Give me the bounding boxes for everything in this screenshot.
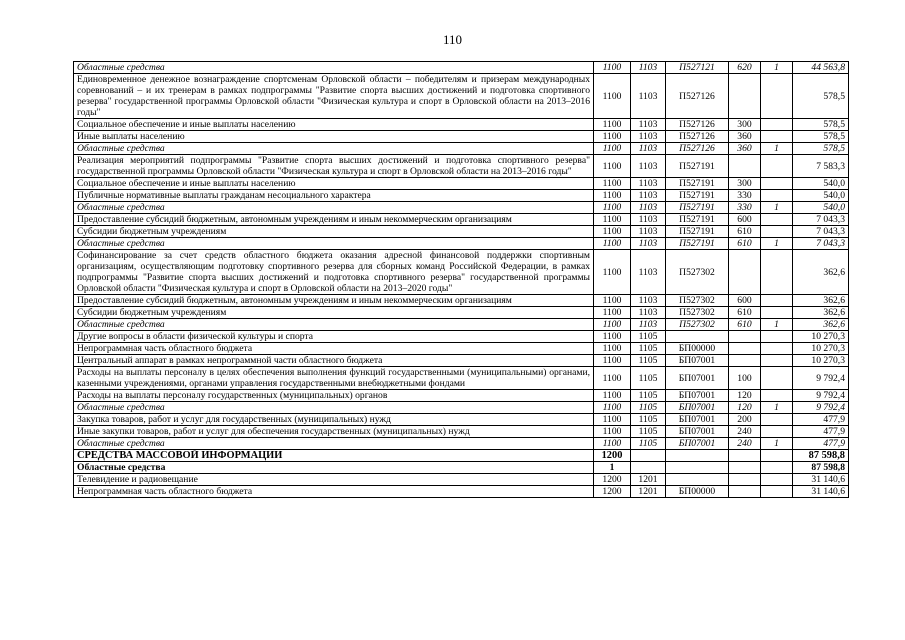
section-code: 1100 <box>594 319 631 331</box>
subsection-code: 1105 <box>631 402 666 414</box>
amount: 578,5 <box>793 119 849 131</box>
target-item-code: П527126 <box>666 74 729 119</box>
amount: 578,5 <box>793 131 849 143</box>
subsection-code: 1103 <box>631 155 666 178</box>
funding-source-code <box>761 355 793 367</box>
item-name: Центральный аппарат в рамках непрограммной части областного бюджета <box>74 355 594 367</box>
funding-source-code <box>761 131 793 143</box>
item-name: Областные средства <box>74 462 594 474</box>
funding-source-code: 1 <box>761 62 793 74</box>
table-row <box>74 238 849 250</box>
section-code: 1100 <box>594 226 631 238</box>
table-row <box>74 462 849 474</box>
target-item-code: П527191 <box>666 155 729 178</box>
subsection-code: 1103 <box>631 178 666 190</box>
section-code: 1200 <box>594 450 631 462</box>
expense-type-code: 610 <box>729 226 761 238</box>
table-row <box>74 367 849 390</box>
funding-source-code <box>761 214 793 226</box>
funding-source-code <box>761 119 793 131</box>
item-name: Непрограммная часть областного бюджета <box>74 486 594 498</box>
expense-type-code <box>729 462 761 474</box>
funding-source-code <box>761 307 793 319</box>
target-item-code: П527126 <box>666 143 729 155</box>
amount: 7 043,3 <box>793 214 849 226</box>
target-item-code: БП07001 <box>666 355 729 367</box>
expense-type-code: 120 <box>729 402 761 414</box>
amount: 477,9 <box>793 426 849 438</box>
table-row <box>74 474 849 486</box>
item-name: Областные средства <box>74 319 594 331</box>
amount: 10 270,3 <box>793 331 849 343</box>
amount: 10 270,3 <box>793 343 849 355</box>
expense-type-code: 120 <box>729 390 761 402</box>
table-row <box>74 62 849 74</box>
amount: 9 792,4 <box>793 390 849 402</box>
section-code: 1100 <box>594 307 631 319</box>
funding-source-code <box>761 155 793 178</box>
section-code: 1100 <box>594 62 631 74</box>
amount: 477,9 <box>793 438 849 450</box>
item-name: Другие вопросы в области физической культуры и спорта <box>74 331 594 343</box>
subsection-code <box>631 450 666 462</box>
target-item-code: П527191 <box>666 178 729 190</box>
expense-type-code <box>729 155 761 178</box>
funding-source-code: 1 <box>761 402 793 414</box>
item-name: Расходы на выплаты персоналу государственных (муниципальных) органов <box>74 390 594 402</box>
target-item-code: БП07001 <box>666 390 729 402</box>
amount: 578,5 <box>793 143 849 155</box>
item-name: Предоставление субсидий бюджетным, автономным учреждениям и иным некоммерческим организациям <box>74 295 594 307</box>
table-row <box>74 226 849 238</box>
funding-source-code <box>761 390 793 402</box>
funding-source-code <box>761 331 793 343</box>
amount: 362,6 <box>793 295 849 307</box>
amount: 7 043,3 <box>793 238 849 250</box>
funding-source-code <box>761 190 793 202</box>
section-code: 1100 <box>594 390 631 402</box>
expense-type-code: 300 <box>729 178 761 190</box>
section-code: 1100 <box>594 131 631 143</box>
amount: 540,0 <box>793 190 849 202</box>
expense-type-code <box>729 474 761 486</box>
table-row <box>74 131 849 143</box>
amount: 362,6 <box>793 307 849 319</box>
table-row <box>74 402 849 414</box>
budget-table <box>73 61 849 498</box>
expense-type-code: 330 <box>729 190 761 202</box>
subsection-code: 1105 <box>631 414 666 426</box>
expense-type-code: 360 <box>729 143 761 155</box>
amount: 7 583,3 <box>793 155 849 178</box>
subsection-code: 1103 <box>631 238 666 250</box>
expense-type-code: 200 <box>729 414 761 426</box>
section-code: 1100 <box>594 143 631 155</box>
funding-source-code <box>761 250 793 295</box>
item-name: Иные закупки товаров, работ и услуг для обеспечения государственных (муниципальных) нужд <box>74 426 594 438</box>
target-item-code <box>666 450 729 462</box>
item-name: Областные средства <box>74 238 594 250</box>
section-code: 1100 <box>594 214 631 226</box>
section-code: 1100 <box>594 202 631 214</box>
amount: 87 598,8 <box>793 462 849 474</box>
amount: 540,0 <box>793 178 849 190</box>
funding-source-code <box>761 426 793 438</box>
target-item-code <box>666 474 729 486</box>
target-item-code: БП07001 <box>666 414 729 426</box>
amount: 31 140,6 <box>793 474 849 486</box>
target-item-code: БП00000 <box>666 486 729 498</box>
table-row <box>74 190 849 202</box>
target-item-code: П527126 <box>666 131 729 143</box>
table-row <box>74 307 849 319</box>
expense-type-code: 240 <box>729 438 761 450</box>
item-name: Субсидии бюджетным учреждениям <box>74 226 594 238</box>
table-row <box>74 319 849 331</box>
subsection-code: 1103 <box>631 226 666 238</box>
funding-source-code <box>761 462 793 474</box>
section-code: 1 <box>594 462 631 474</box>
table-row <box>74 214 849 226</box>
table-row <box>74 331 849 343</box>
subsection-code: 1103 <box>631 319 666 331</box>
amount: 540,0 <box>793 202 849 214</box>
subsection-code: 1103 <box>631 250 666 295</box>
table-row <box>74 119 849 131</box>
item-name: Публичные нормативные выплаты гражданам несоциального характера <box>74 190 594 202</box>
target-item-code: П527191 <box>666 226 729 238</box>
section-code: 1100 <box>594 414 631 426</box>
funding-source-code: 1 <box>761 438 793 450</box>
item-name: Областные средства <box>74 143 594 155</box>
section-code: 1100 <box>594 426 631 438</box>
amount: 87 598,8 <box>793 450 849 462</box>
subsection-code: 1105 <box>631 331 666 343</box>
subsection-code: 1105 <box>631 367 666 390</box>
expense-type-code <box>729 331 761 343</box>
funding-source-code <box>761 295 793 307</box>
expense-type-code: 600 <box>729 214 761 226</box>
expense-type-code: 240 <box>729 426 761 438</box>
subsection-code: 1105 <box>631 343 666 355</box>
funding-source-code <box>761 450 793 462</box>
item-name: Телевидение и радиовещание <box>74 474 594 486</box>
target-item-code: БП07001 <box>666 426 729 438</box>
section-code: 1100 <box>594 190 631 202</box>
expense-type-code: 300 <box>729 119 761 131</box>
target-item-code: БП00000 <box>666 343 729 355</box>
table-row <box>74 155 849 178</box>
funding-source-code <box>761 486 793 498</box>
section-code: 1100 <box>594 295 631 307</box>
section-code: 1100 <box>594 355 631 367</box>
funding-source-code <box>761 414 793 426</box>
subsection-code: 1103 <box>631 74 666 119</box>
item-name: Социальное обеспечение и иные выплаты населению <box>74 119 594 131</box>
table-row <box>74 74 849 119</box>
section-code: 1100 <box>594 331 631 343</box>
amount: 362,6 <box>793 250 849 295</box>
item-name: Непрограммная часть областного бюджета <box>74 343 594 355</box>
item-name: Областные средства <box>74 438 594 450</box>
subsection-code: 1103 <box>631 202 666 214</box>
section-code: 1100 <box>594 238 631 250</box>
funding-source-code <box>761 178 793 190</box>
expense-type-code: 600 <box>729 295 761 307</box>
funding-source-code <box>761 226 793 238</box>
table-row <box>74 178 849 190</box>
subsection-code: 1103 <box>631 295 666 307</box>
target-item-code: П527302 <box>666 319 729 331</box>
page-number: 110 <box>442 32 463 47</box>
expense-type-code <box>729 74 761 119</box>
expense-type-code <box>729 450 761 462</box>
target-item-code <box>666 331 729 343</box>
target-item-code: БП07001 <box>666 402 729 414</box>
item-name: Субсидии бюджетным учреждениям <box>74 307 594 319</box>
amount: 10 270,3 <box>793 355 849 367</box>
subsection-code: 1103 <box>631 307 666 319</box>
subsection-code: 1105 <box>631 390 666 402</box>
item-name: Закупка товаров, работ и услуг для государственных (муниципальных) нужд <box>74 414 594 426</box>
section-code: 1100 <box>594 367 631 390</box>
funding-source-code <box>761 74 793 119</box>
funding-source-code <box>761 343 793 355</box>
item-name: Единовременное денежное вознаграждение спортсменам Орловской области – победителям и призерам международных соревнований – и их тренерам в рамках подпрограммы "Развитие спорта высших достижений и подготовка спортивного резерва" государственной программы Орловской области "Физическая культура и спорт в Орловской области на 2013–2016 годы" <box>74 74 594 119</box>
expense-type-code: 360 <box>729 131 761 143</box>
subsection-code: 1103 <box>631 214 666 226</box>
funding-source-code <box>761 367 793 390</box>
expense-type-code: 610 <box>729 307 761 319</box>
section-code: 1100 <box>594 438 631 450</box>
target-item-code: БП07001 <box>666 438 729 450</box>
item-name: Софинансирование за счет средств областного бюджета оказания адресной финансовой поддержки спортивным организациям, осуществляющим подготовку спортивного резерва для сборных команд Российской Федерации, в рамках подпрограммы "Развитие спорта высших достижений и подготовка спортивного резерва" государственной программы Орловской области "Физическая культура и спорт в Орловской области на 2013–2020 годы" <box>74 250 594 295</box>
funding-source-code <box>761 474 793 486</box>
table-row <box>74 295 849 307</box>
table-row <box>74 426 849 438</box>
target-item-code <box>666 462 729 474</box>
target-item-code: П527302 <box>666 307 729 319</box>
item-name: Предоставление субсидий бюджетным, автономным учреждениям и иным некоммерческим организациям <box>74 214 594 226</box>
table-row <box>74 414 849 426</box>
target-item-code: П527126 <box>666 119 729 131</box>
subsection-code: 1103 <box>631 131 666 143</box>
funding-source-code: 1 <box>761 238 793 250</box>
funding-source-code: 1 <box>761 202 793 214</box>
expense-type-code <box>729 355 761 367</box>
amount: 9 792,4 <box>793 367 849 390</box>
item-name: Областные средства <box>74 202 594 214</box>
table-row <box>74 143 849 155</box>
subsection-code: 1103 <box>631 62 666 74</box>
amount: 44 563,8 <box>793 62 849 74</box>
funding-source-code: 1 <box>761 143 793 155</box>
subsection-code: 1105 <box>631 426 666 438</box>
item-name: Областные средства <box>74 402 594 414</box>
expense-type-code: 100 <box>729 367 761 390</box>
subsection-code: 1105 <box>631 355 666 367</box>
item-name: Иные выплаты населению <box>74 131 594 143</box>
subsection-code: 1103 <box>631 119 666 131</box>
target-item-code: П527191 <box>666 214 729 226</box>
target-item-code: П527302 <box>666 295 729 307</box>
subsection-code: 1103 <box>631 190 666 202</box>
section-code: 1100 <box>594 402 631 414</box>
table-row <box>74 390 849 402</box>
subsection-code: 1105 <box>631 438 666 450</box>
item-name: Расходы на выплаты персоналу в целях обеспечения выполнения функций государственными (муниципальными) органами, казенными учреждениями, органами управления государственными внебюджетными фондами <box>74 367 594 390</box>
item-name: Областные средства <box>74 62 594 74</box>
section-code: 1100 <box>594 119 631 131</box>
expense-type-code: 330 <box>729 202 761 214</box>
amount: 31 140,6 <box>793 486 849 498</box>
amount: 9 792,4 <box>793 402 849 414</box>
target-item-code: П527191 <box>666 190 729 202</box>
item-name: Реализация мероприятий подпрограммы "Развитие спорта высших достижений и подготовка спортивного резерва" государственной программы Орловской области "Физическая культура и спорт в Орловской области на 2013–2016 годы" <box>74 155 594 178</box>
subsection-code: 1201 <box>631 486 666 498</box>
amount: 362,6 <box>793 319 849 331</box>
expense-type-code: 610 <box>729 319 761 331</box>
table-row <box>74 202 849 214</box>
table-row <box>74 343 849 355</box>
amount: 7 043,3 <box>793 226 849 238</box>
expense-type-code <box>729 343 761 355</box>
amount: 578,5 <box>793 74 849 119</box>
expense-type-code: 610 <box>729 238 761 250</box>
table-row <box>74 355 849 367</box>
expense-type-code <box>729 486 761 498</box>
subsection-code: 1201 <box>631 474 666 486</box>
table-row <box>74 450 849 462</box>
subsection-code: 1103 <box>631 143 666 155</box>
target-item-code: П527121 <box>666 62 729 74</box>
target-item-code: П527302 <box>666 250 729 295</box>
table-row <box>74 250 849 295</box>
expense-type-code: 620 <box>729 62 761 74</box>
section-code: 1100 <box>594 74 631 119</box>
section-code: 1200 <box>594 474 631 486</box>
section-code: 1100 <box>594 155 631 178</box>
amount: 477,9 <box>793 414 849 426</box>
item-name: Социальное обеспечение и иные выплаты населению <box>74 178 594 190</box>
section-code: 1100 <box>594 343 631 355</box>
target-item-code: БП07001 <box>666 367 729 390</box>
subsection-code <box>631 462 666 474</box>
section-code: 1100 <box>594 250 631 295</box>
target-item-code: П527191 <box>666 238 729 250</box>
target-item-code: П527191 <box>666 202 729 214</box>
expense-type-code <box>729 250 761 295</box>
table-row <box>74 486 849 498</box>
item-name: СРЕДСТВА МАССОВОЙ ИНФОРМАЦИИ <box>74 450 594 462</box>
section-code: 1100 <box>594 178 631 190</box>
funding-source-code: 1 <box>761 319 793 331</box>
section-code: 1200 <box>594 486 631 498</box>
table-row <box>74 438 849 450</box>
